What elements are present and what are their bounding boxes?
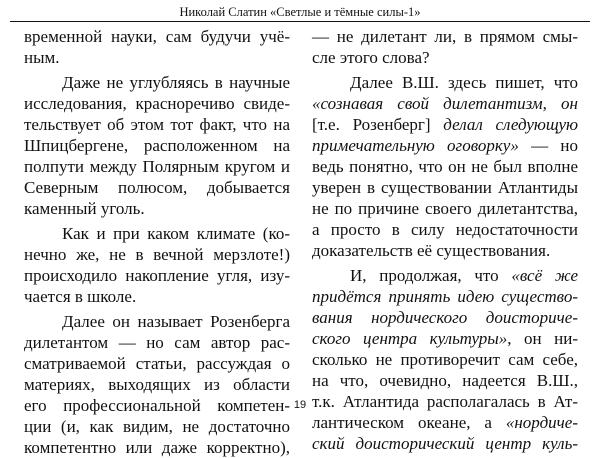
quote-fragment: «всё же	[511, 266, 578, 285]
text-line: исследования, красноречиво свиде-	[24, 94, 290, 113]
text-line: тельствует об этом тот факт, что на	[24, 115, 290, 134]
text-line: полпути между Полярным кругом и	[24, 157, 290, 176]
header-rule	[10, 21, 590, 22]
running-header: Николай Слатин «Светлые и тёмные силы-1»	[179, 5, 421, 19]
quote-fragment: «нордиче-	[505, 413, 579, 432]
text-line: компетентно или даже корректно),	[24, 438, 290, 457]
text-line	[312, 412, 578, 433]
text-line: временной науки, сам будучи учё-	[24, 27, 290, 46]
text-line: не по причине своего дилетантства,	[312, 199, 578, 218]
text-line: материях, выходящих из области	[24, 375, 290, 394]
text-line: происходило накопление угля, изу-	[24, 266, 290, 285]
text-line	[312, 114, 578, 135]
text-line: сле этого слова?	[312, 48, 430, 67]
text-line: доказательств её существования.	[312, 241, 551, 260]
text-line: нечно же, не в вечной мерзлоте!)	[24, 245, 290, 264]
text-line: Далее В.Ш. здесь пишет, что	[350, 73, 578, 92]
text-line: каменный уголь.	[24, 199, 145, 218]
text-line: ным.	[24, 48, 60, 67]
quote-fragment: ского центра культуры»	[312, 329, 508, 348]
right-column	[312, 26, 579, 453]
page-number: 19	[293, 399, 307, 411]
text-line: Как и при каком климате (ко-	[62, 224, 290, 243]
text-fragment: И, продолжая, что	[350, 266, 499, 285]
text-line: Северным полюсом, добывается	[24, 178, 290, 197]
text-line: сматриваемой статьи, рассуждая о	[24, 354, 290, 373]
text-line: сколько не противоречит сам себе,	[312, 350, 578, 369]
left-column	[24, 26, 290, 457]
text-line	[312, 328, 578, 349]
quote-line: ский доисторический центр куль-	[312, 434, 578, 453]
text-line	[312, 135, 578, 156]
text-line: на что, очевидно, надеется В.Ш.,	[312, 371, 578, 390]
quote-fragment: примечательную оговорку»	[312, 136, 519, 155]
text-line: чается в школе.	[24, 287, 137, 306]
text-line: Даже не углубляясь в научные	[62, 73, 290, 92]
text-line: т.к. Атлантида располагалась в Ат-	[312, 392, 578, 411]
text-fragment: лантическом океане, а	[312, 413, 492, 432]
text-line: — не дилетант ли, в прямом смы-	[312, 27, 578, 46]
quote-line: придётся принять идею существо-	[312, 287, 578, 306]
text-line: Шпицбергене, расположенном на	[24, 136, 290, 155]
text-line: его профессиональной компетен-	[24, 396, 290, 415]
text-line: Далее он называет Розенберга	[62, 312, 290, 331]
text-line: дилетантом — но сам автор рас-	[24, 333, 290, 352]
text-fragment: , он ни-	[507, 329, 578, 348]
quote-line: «сознавая свой дилетантизм, он	[312, 94, 578, 113]
quote-fragment: делал следующую	[443, 115, 579, 134]
text-fragment: — но	[531, 136, 578, 155]
text-fragment: [т.е. Розенберг]	[312, 115, 431, 134]
quote-line: вания нордического доисториче-	[312, 308, 578, 327]
text-line: уверен в существовании Атлантиды	[312, 178, 578, 197]
text-line: ведь понятно, что он не был вполне	[312, 157, 578, 176]
text-line	[312, 265, 578, 286]
text-line: ции (и, как видим, не достаточно	[24, 417, 290, 436]
text-line: а просто в силу недостаточности	[312, 220, 578, 239]
